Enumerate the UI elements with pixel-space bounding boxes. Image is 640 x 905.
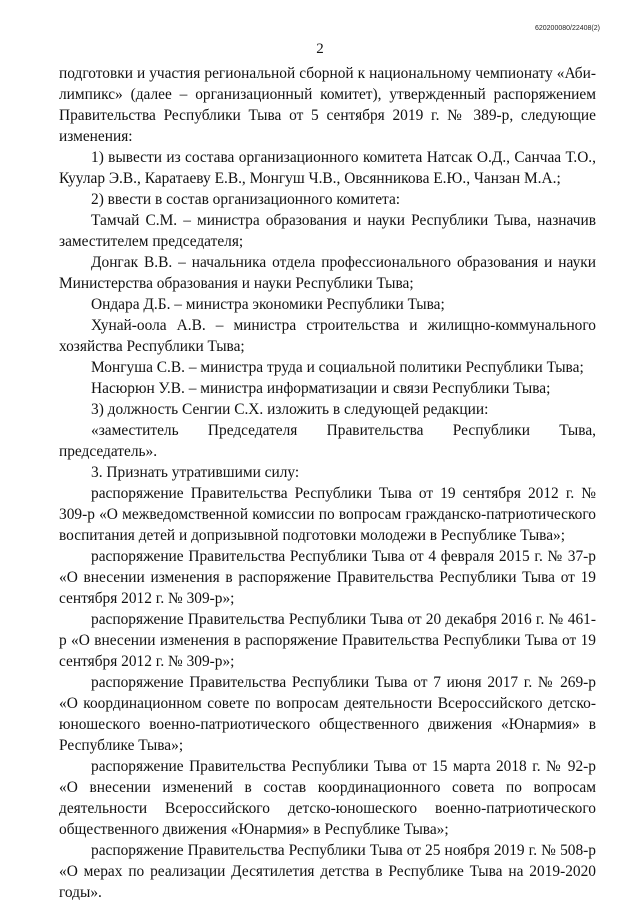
paragraph-repeal-37r: распоряжение Правительства Республики Тыва от 4 февраля 2015 г. № 37-р «О внесении изменения в распоряжение Правительства Республики Тыва от 19 сентября 2012 г. № 309-р»; (59, 548, 596, 607)
paragraph-member-nasyuryun: Насюрюн У.В. – министра информатизации и связи Республики Тыва; (91, 380, 551, 397)
page-number: 2 (316, 41, 324, 57)
paragraph-member-dongak: Донгак В.В. – начальника отдела профессионального образования и науки Министерства образования и науки Республики Тыва; (59, 254, 596, 292)
paragraph-member-ondar: Ондара Д.Б. – министра экономики Республики Тыва; (91, 296, 445, 313)
paragraph-repeal-92r: распоряжение Правительства Республики Тыва от 15 марта 2018 г. № 92-р «О внесении изменений в состав координационного совета по вопросам деятельности Всероссийского детско-юношеского военно-патриотического общественного движения «Юнармия» в Республике Тыва»; (59, 758, 596, 838)
paragraph-new-position-wording: «заместитель Председателя Правительства Республики Тыва, председатель». (59, 422, 596, 460)
paragraph-repeal-269r: распоряжение Правительства Республики Тыва от 7 июня 2017 г. № 269-р «О координационном совете по вопросам деятельности Всероссийского детско-юношеского военно-патриотического общественного движения «Юнармия» в Республике Тыва»; (59, 674, 596, 754)
paragraph-repeal-309r: распоряжение Правительства Республики Тыва от 19 сентября 2012 г. № 309-р «О межведомственной комиссии по вопросам гражданско-патриотического воспитания детей и допризывной подготовки молодежи в Республике Тыва»; (59, 485, 596, 544)
document-body (59, 63, 596, 903)
paragraph-repeal-508r: распоряжение Правительства Республики Тыва от 25 ноября 2019 г. № 508-р «О мерах по реализации Десятилетия детства в Республике Тыва на 2019-2020 годы». (59, 842, 596, 901)
paragraph-member-tamchai: Тамчай С.М. – министра образования и науки Республики Тыва, назначив заместителем председателя; (59, 212, 596, 250)
paragraph-sengii-position: 3) должность Сенгии С.Х. изложить в следующей редакции: (91, 401, 489, 418)
paragraph-member-khunai-ool: Хунай-оола А.В. – министра строительства и жилищно-коммунального хозяйства Республики Тыва; (59, 317, 596, 355)
paragraph-repeal-heading: 3. Признать утратившими силу: (91, 464, 300, 481)
paragraph-orgcommittee-intro: подготовки и участия региональной сборной к национальному чемпионату «Абилимпикс» (далее – организационный комитет), утвержденный распоряжением Правительства Республики Тыва от 5 сентября 2019 г. № 389-р, следующие изменения: (59, 65, 596, 145)
paragraph-remove-members: 1) вывести из состава организационного комитета Натсак О.Д., Санчаа Т.О., Куулар Э.В., Каратаеву Е.В., Монгуш Ч.В., Овсянникова Е.Ю., Чанзан М.А.; (59, 149, 596, 187)
paragraph-add-members-heading: 2) ввести в состав организационного комитета: (91, 191, 401, 208)
document-code: 620200080/22408(2) (534, 25, 600, 32)
paragraph-member-mongush: Монгуша С.В. – министра труда и социальной политики Республики Тыва; (91, 359, 584, 376)
paragraph-repeal-461r: распоряжение Правительства Республики Тыва от 20 декабря 2016 г. № 461-р «О внесении изменения в распоряжение Правительства Республики Тыва от 19 сентября 2012 г. № 309-р»; (59, 611, 596, 670)
